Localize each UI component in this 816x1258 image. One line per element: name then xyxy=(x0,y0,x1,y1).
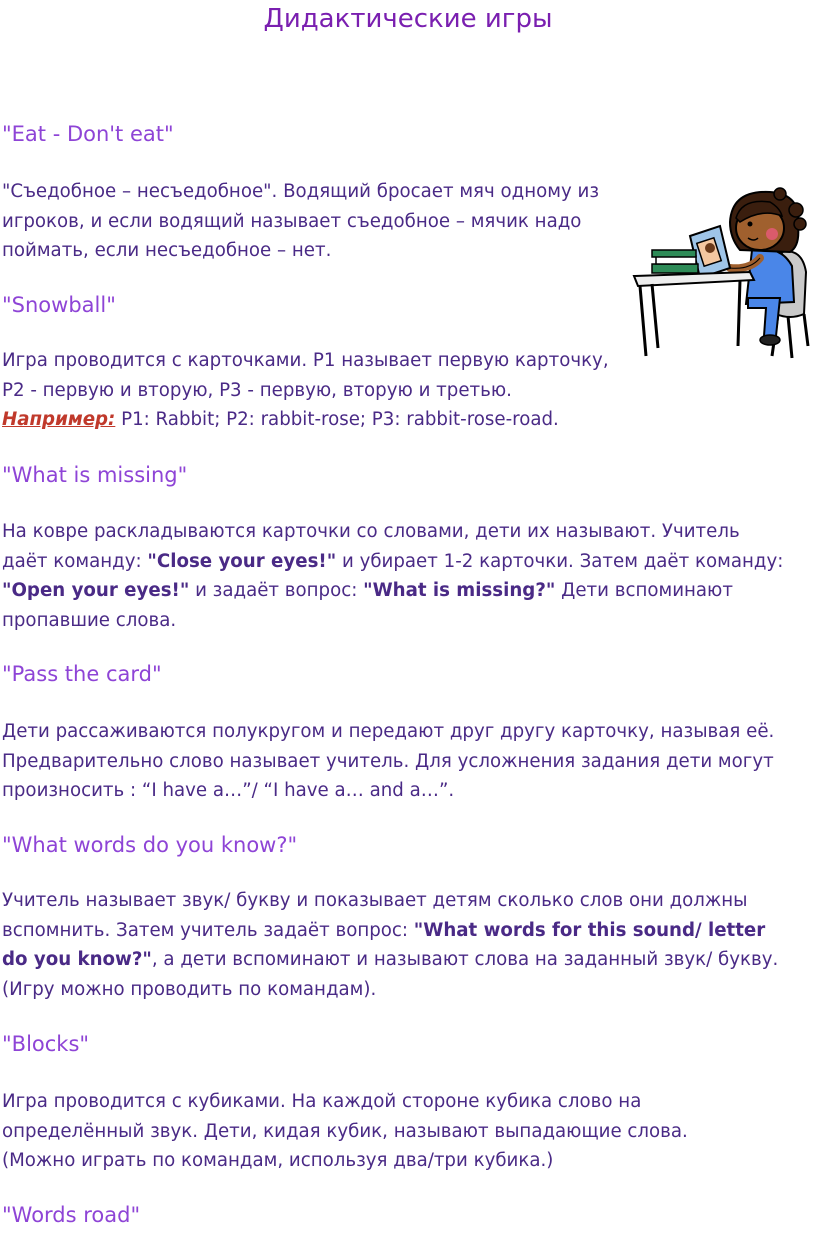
girl-reading-illustration xyxy=(630,186,816,362)
section-text-what-words xyxy=(2,886,778,1004)
text-span: и убирает 1-2 карточки. Затем даёт команду: xyxy=(336,550,784,572)
text-line: определённый звук. Дети, кидая кубик, называют выпадающие слова. xyxy=(2,1120,688,1142)
section-text-eat-dont-eat xyxy=(2,177,599,266)
text-span: вспомнить. Затем учитель задаёт вопрос: xyxy=(2,919,414,941)
text-line xyxy=(2,576,783,606)
text-line: игроков, и если водящий называет съедобное – мячик надо xyxy=(2,210,582,232)
text-line: (Можно играть по командам, используя два/три кубика.) xyxy=(2,1150,554,1171)
text-line: Игра проводится с карточками. P1 называет первую карточку, xyxy=(2,350,609,371)
text-line: поймать, если несъедобное – нет. xyxy=(2,240,332,261)
section-text-pass-the-card xyxy=(2,717,774,806)
text-span: и задаёт вопрос: xyxy=(189,580,364,601)
text-line xyxy=(2,916,778,946)
section-text-what-is-missing xyxy=(2,517,783,635)
command-close-eyes: "Close your eyes!" xyxy=(147,550,337,572)
text-line xyxy=(2,945,778,975)
section-heading-words-road: "Words road" xyxy=(2,1203,141,1227)
question-what-words-end: do you know?" xyxy=(2,949,152,970)
text-line: P2 - первую и вторую, P3 - первую, вторую и третью. xyxy=(2,379,512,401)
text-line: На ковре раскладываются карточки со словами, дети их называют. Учитель xyxy=(2,521,740,542)
text-span: , а дети вспоминают и называют слова на заданный звук/ букву. xyxy=(151,949,779,970)
page-title: Дидактические игры xyxy=(263,4,553,34)
text-span: даёт команду: xyxy=(2,550,148,572)
text-line xyxy=(2,547,783,577)
command-open-eyes: "Open your eyes!" xyxy=(2,580,190,601)
text-line xyxy=(2,405,609,435)
section-text-blocks xyxy=(2,1087,688,1176)
text-span: Дети вспоминают xyxy=(555,580,733,601)
text-line: "Съедобное – несъедобное". Водящий бросает мяч одному из xyxy=(2,181,599,202)
question-what-words: "What words for this sound/ letter xyxy=(413,919,766,941)
text-line: Дети рассаживаются полукругом и передают друг другу карточку, называя её. xyxy=(2,721,775,742)
section-heading-blocks: "Blocks" xyxy=(2,1032,90,1056)
section-heading-what-words: "What words do you know?" xyxy=(2,833,298,857)
text-line: Предварительно слово называет учитель. Для усложнения задания дети могут xyxy=(2,750,774,772)
example-text: P1: Rabbit; P2: rabbit-rose; P3: rabbit-rose-road. xyxy=(115,409,559,430)
text-line: произносить : “I have a…”/ “I have a… and a…”. xyxy=(2,780,455,801)
question-what-is-missing: "What is missing?" xyxy=(363,580,556,601)
section-heading-pass-the-card: "Pass the card" xyxy=(2,662,162,686)
section-heading-eat-dont-eat: "Eat - Don't eat" xyxy=(2,122,174,146)
text-line: (Игру можно проводить по командам). xyxy=(2,978,377,1000)
example-label: Например: xyxy=(2,409,116,430)
section-heading-what-is-missing: "What is missing" xyxy=(2,463,188,487)
text-line: Учитель называет звук/ букву и показывает детям сколько слов они должны xyxy=(2,890,748,911)
text-line: пропавшие слова. xyxy=(2,609,177,631)
section-text-snowball xyxy=(2,346,609,435)
section-heading-snowball: "Snowball" xyxy=(2,293,116,317)
text-line: Игра проводится с кубиками. На каждой стороне кубика слово на xyxy=(2,1091,642,1112)
